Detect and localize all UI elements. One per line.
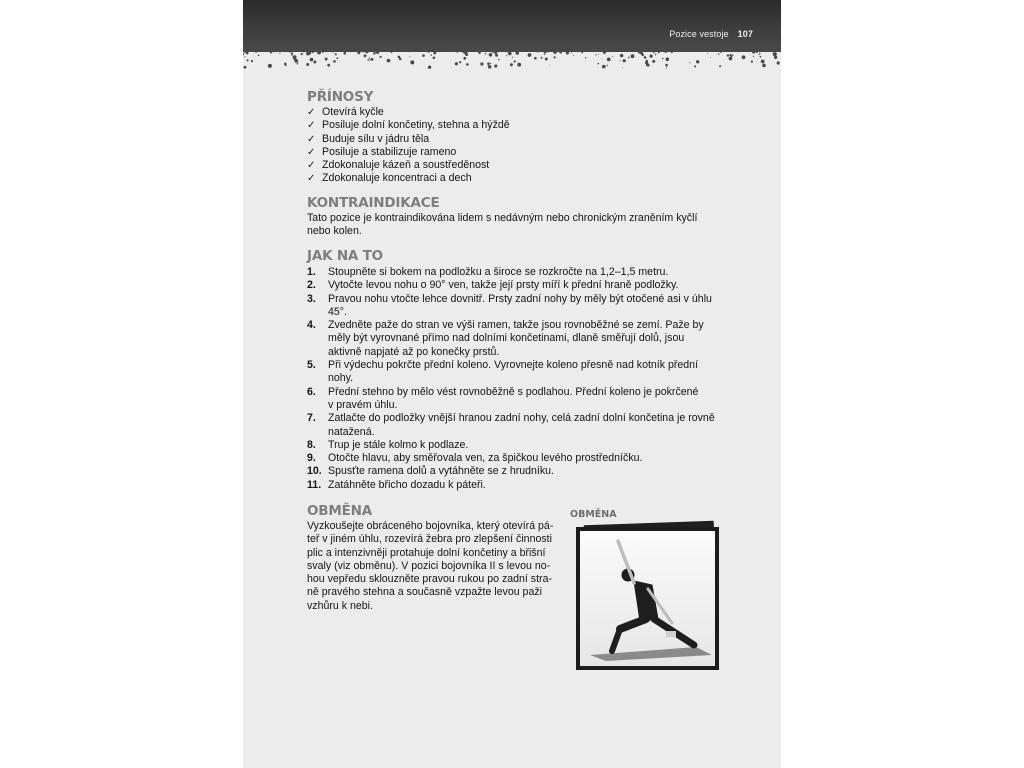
step-item xyxy=(307,439,721,452)
step-text-line: Zatáhněte břicho dozadu k páteři. xyxy=(328,478,486,491)
step-text-line: Přední stehno by mělo vést rovnoběžně s podlahou. Přední koleno je pokrčené xyxy=(328,385,699,398)
step-number: 4. xyxy=(307,319,316,332)
check-icon: ✓ xyxy=(307,146,316,158)
check-icon: ✓ xyxy=(307,133,316,145)
list-item: ✓ Posiluje dolní končetiny, stehna a hýždě xyxy=(307,119,510,132)
step-item xyxy=(307,465,721,478)
figure-caption: OBMĚNA xyxy=(570,509,617,520)
grunge-edge-decoration xyxy=(243,46,781,70)
running-head xyxy=(669,29,753,39)
step-text-line: Stoupněte si bokem na podložku a široce se rozkročte na 1,2–1,5 metru. xyxy=(328,266,669,278)
step-number: 8. xyxy=(307,438,316,451)
list-item: ✓ Zdokonaluje koncentraci a dech xyxy=(307,172,472,185)
step-text-line: Trup je stále kolmo k podlaze. xyxy=(328,438,469,451)
step-item xyxy=(307,386,721,413)
step-number: 9. xyxy=(307,452,316,465)
step-text-line: nohy. xyxy=(328,372,354,385)
step-item xyxy=(307,359,721,386)
step-text-line: Zatlačte do podložky vnější hranou zadní nohy, celá zadní dolní končetina je rovně xyxy=(328,412,715,425)
step-item xyxy=(307,319,721,359)
page-number: 107 xyxy=(737,29,753,39)
contraindications-text: Tato pozice je kontraindikována lidem s nedávným nebo chronickým zraněním kyčlí nebo kolen. xyxy=(307,212,698,238)
step-text-line: Spusťte ramena dolů a vytáhněte se z hrudníku. xyxy=(328,465,554,478)
step-item xyxy=(307,266,721,279)
step-text-line: Otočte hlavu, aby směřovala ven, za špičkou levého prostředníčku. xyxy=(328,452,643,465)
reverse-warrior-photo xyxy=(576,527,719,670)
variation-text-line: svaly (viz obměnu). V pozici bojovníka II s levou no- xyxy=(307,559,551,572)
howto-heading: JAK NA TO xyxy=(307,248,383,264)
step-number: 6. xyxy=(307,385,316,398)
benefits-heading: PŘÍNOSY xyxy=(307,89,374,105)
step-number: 11. xyxy=(307,478,322,491)
step-number: 10. xyxy=(307,465,322,478)
step-number: 5. xyxy=(307,359,316,372)
variation-text-line: hou vepředu sklouzněte pravou rukou po zadní stra- xyxy=(307,573,552,586)
step-item xyxy=(307,279,721,292)
step-text-line: Při výdechu pokrčte přední koleno. Vyrovnejte koleno přesně nad kotník přední xyxy=(328,359,699,372)
check-icon: ✓ xyxy=(307,107,316,118)
step-number: 7. xyxy=(307,412,316,425)
step-text-line: měly být vyrovnané přímo nad dolními končetinami, dlaně směřují dolů, jsou xyxy=(328,332,685,345)
step-text-line: 45°. xyxy=(328,305,347,318)
check-icon: ✓ xyxy=(307,120,316,132)
step-number: 3. xyxy=(307,292,316,305)
step-number: 1. xyxy=(307,266,316,278)
step-text-line: v pravém úhlu. xyxy=(328,398,398,411)
variation-text xyxy=(307,520,563,613)
step-item xyxy=(307,412,721,439)
list-item: ✓ Otevírá kyčle xyxy=(307,106,384,118)
benefits-list xyxy=(307,106,510,186)
variation-text-line: teř v jiném úhlu, rozevírá žebra pro zlepšení činnosti xyxy=(307,533,552,546)
contraindications-heading: KONTRAINDIKACE xyxy=(307,195,440,211)
step-text-line: natažená. xyxy=(328,425,375,438)
variation-text-line: vzhůru k nebi. xyxy=(307,599,373,612)
step-number: 2. xyxy=(307,279,316,292)
step-text-line: Vytočte levou nohu o 90° ven, takže její prsty míří k přední hraně podložky. xyxy=(328,279,679,292)
howto-steps xyxy=(307,266,721,492)
variation-text-line: ně pravého stehna a současně vzpažte levou paži xyxy=(307,586,542,599)
step-item xyxy=(307,452,721,465)
step-text-line: Zvedněte paže do stran ve výši ramen, takže jsou rovnoběžné se zemí. Paže by xyxy=(328,319,704,332)
step-item xyxy=(307,479,721,492)
running-title: Pozice vestoje xyxy=(669,29,729,39)
header-band xyxy=(243,0,781,50)
variation-text-line: plic a intenzivněji protahuje dolní končetiny a břišní xyxy=(307,546,546,559)
variation-heading: OBMĚNA xyxy=(307,503,372,519)
step-text-line: aktivně napjaté až po konečky prstů. xyxy=(328,345,500,358)
check-icon: ✓ xyxy=(307,173,316,185)
list-item: ✓ Posiluje a stabilizuje rameno xyxy=(307,145,457,158)
book-page xyxy=(243,0,781,768)
step-item xyxy=(307,293,721,320)
list-item: ✓ Buduje sílu v jádru těla xyxy=(307,132,430,145)
list-item: ✓ Zdokonaluje kázeň a soustředěnost xyxy=(307,159,490,172)
step-text-line: Pravou nohu vtočte lehce dovnitř. Prsty zadní nohy by měly být otočené asi v úhlu xyxy=(328,292,712,305)
check-icon: ✓ xyxy=(307,160,316,172)
variation-text-line: Vyzkoušejte obráceného bojovníka, který otevírá pá- xyxy=(307,520,554,532)
